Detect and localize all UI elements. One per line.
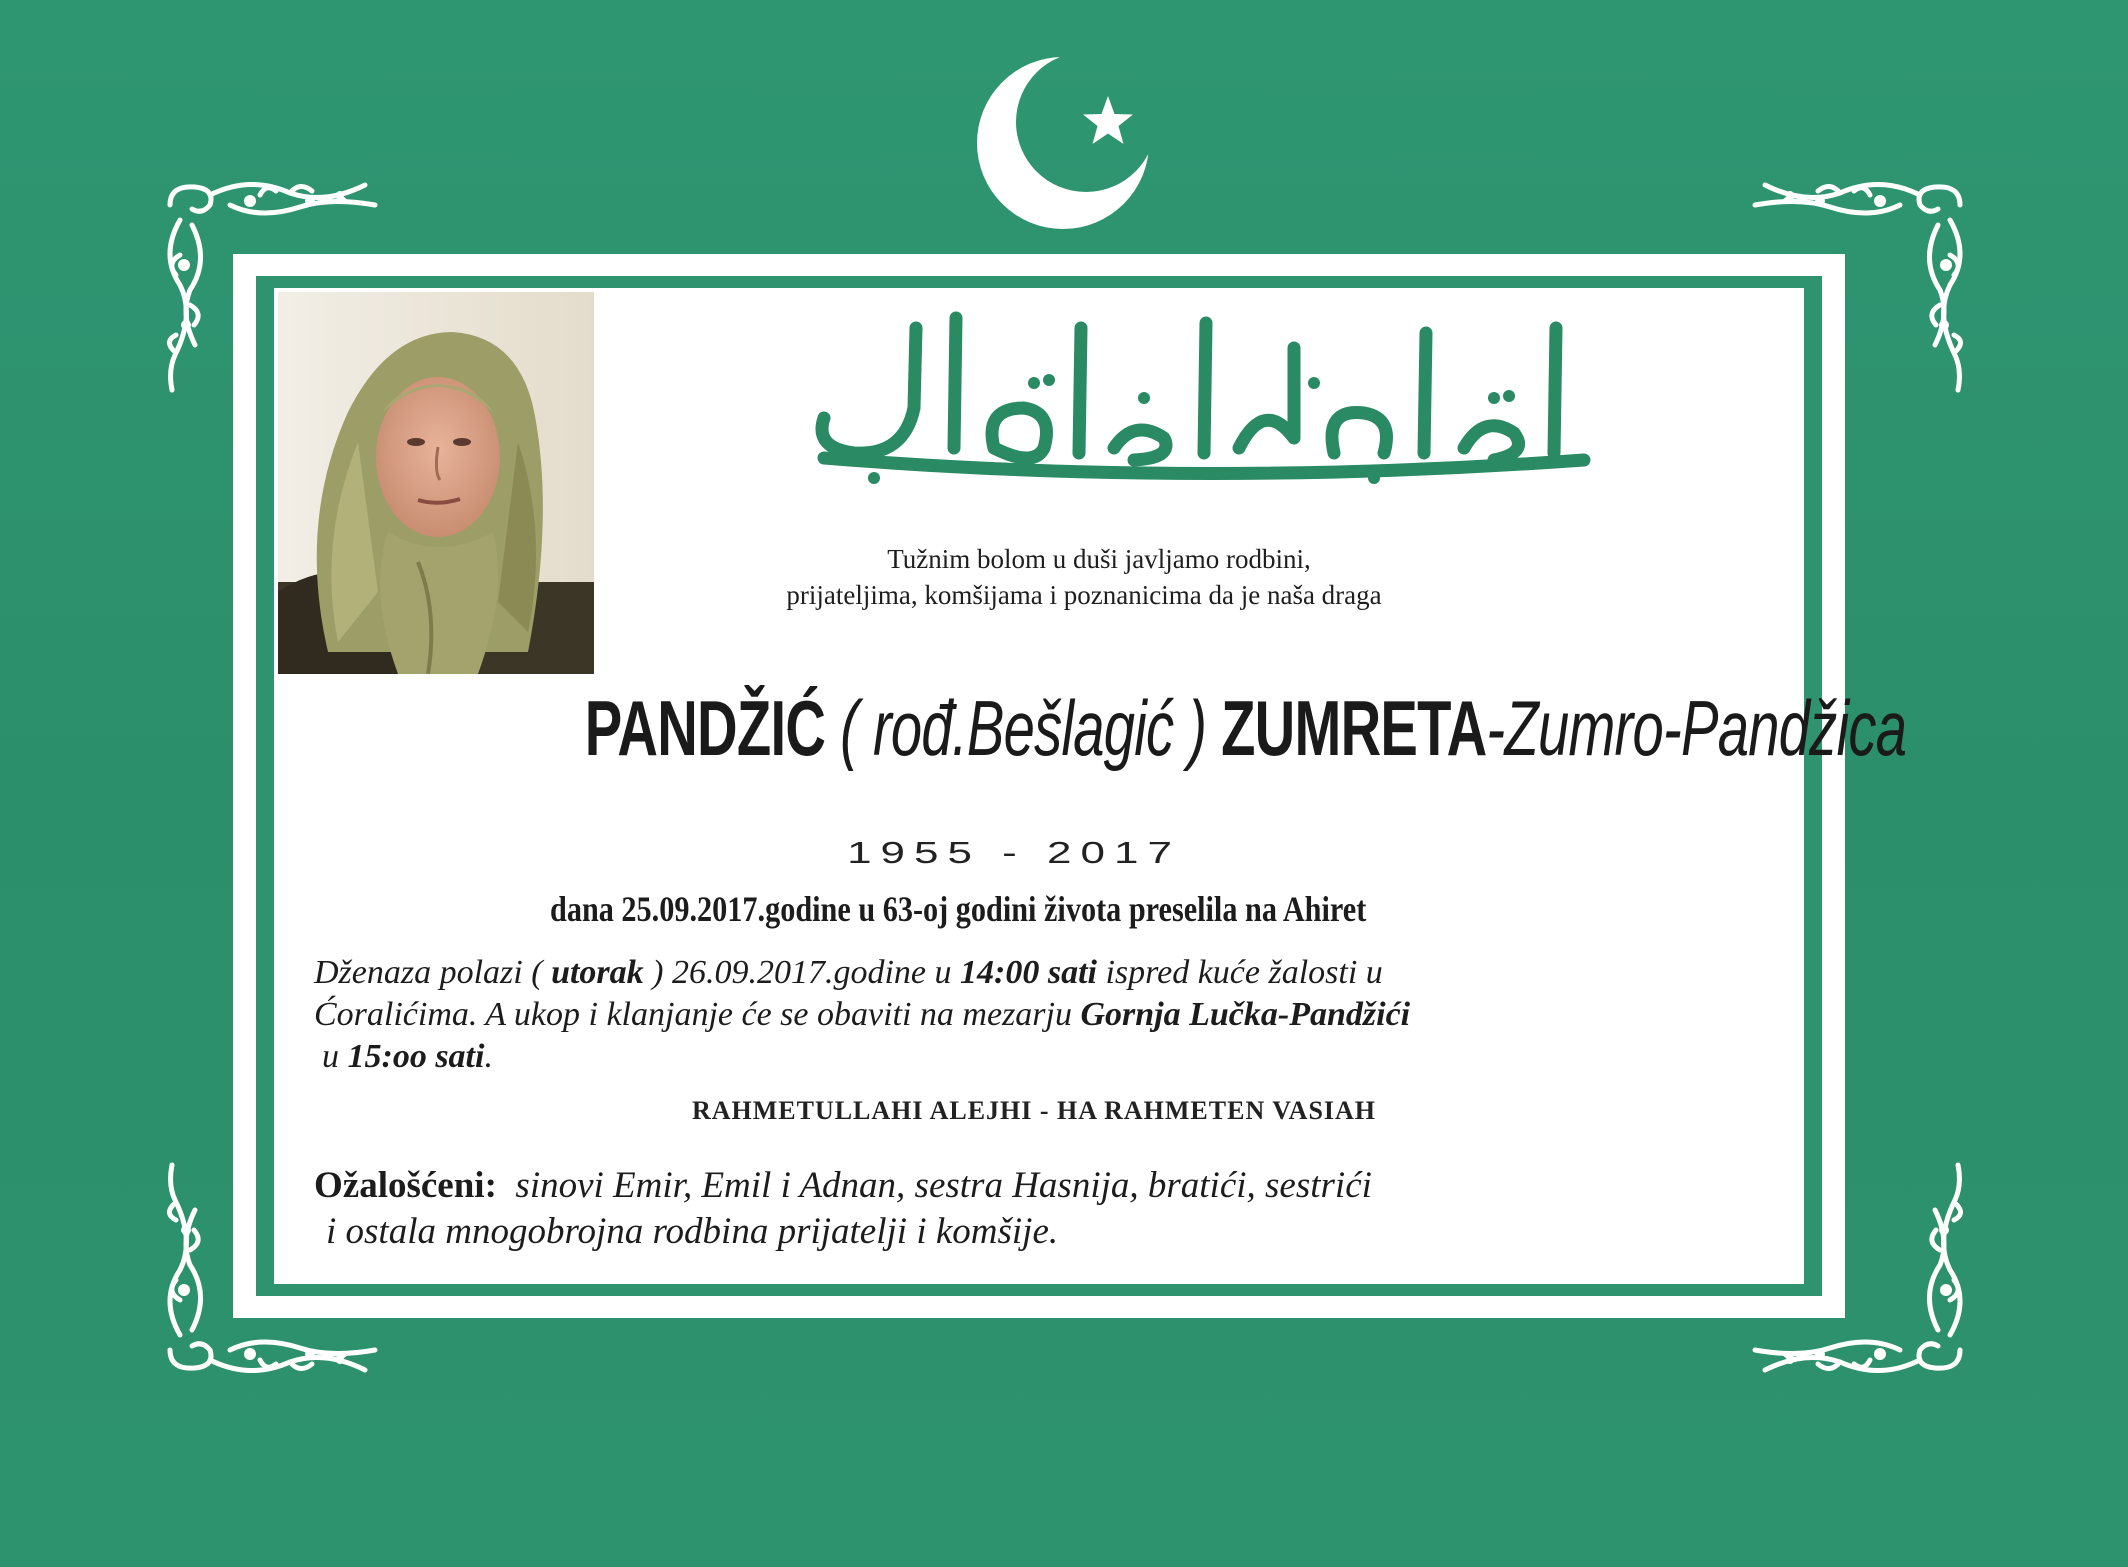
surname: PANDŽIĆ (584, 684, 826, 772)
funeral-text: u (322, 1038, 348, 1075)
arabic-calligraphy (794, 288, 1614, 498)
given-name: ZUMRETA (1221, 684, 1487, 772)
obituary-card (274, 288, 1907, 1284)
funeral-text: Dženaza polazi ( (314, 954, 552, 991)
funeral-line-1 (314, 954, 1383, 992)
mourners-line-2: i ostala mnogobrojna rodbina prijatelji i komšije. (326, 1211, 1059, 1252)
funeral-text: . (484, 1038, 493, 1075)
intro-line-1: Tužnim bolom u duši javljamo rodbini, (887, 544, 1311, 574)
maiden-name: ( rođ.Bešlagić ) (840, 684, 1207, 772)
burial-time: 15:oo sati (347, 1038, 485, 1075)
funeral-line-2 (314, 996, 1410, 1034)
nickname: -Zumro-Pandžica (1486, 684, 1907, 772)
funeral-line-3 (322, 1038, 493, 1076)
prayer-line: RAHMETULLAHI ALEJHI - HA RAHMETEN VASIAH (691, 1096, 1377, 1125)
funeral-day: utorak (551, 954, 644, 991)
deceased-full-name (584, 683, 1907, 774)
mourners-label: Ožalošćeni (314, 1165, 485, 1206)
mourners-line-1 (314, 1164, 1372, 1207)
death-date-line: dana 25.09.2017.godine u 63-oj godini života preselila na Ahiret (550, 889, 1367, 929)
portrait-photo (278, 292, 594, 674)
crescent-star-icon (968, 48, 1158, 238)
funeral-text: ispred kuće žalosti u (1096, 954, 1383, 991)
life-years: 1955 - 2017 (847, 835, 1181, 870)
funeral-text: Ćoralićima. A ukop i klanjanje će se obaviti na mezarju (314, 996, 1081, 1033)
mourners-colon: : (484, 1165, 497, 1206)
intro-line-2: prijateljima, komšijama i poznanicima da je naša draga (786, 580, 1382, 610)
mourners-list: sinovi Emir, Emil i Adnan, sestra Hasnija, bratići, sestrići (515, 1165, 1372, 1206)
funeral-text: ) 26.09.2017.godine u (643, 954, 961, 991)
funeral-time: 14:00 sati (960, 954, 1097, 991)
burial-place: Gornja Lučka-Pandžići (1080, 996, 1411, 1033)
